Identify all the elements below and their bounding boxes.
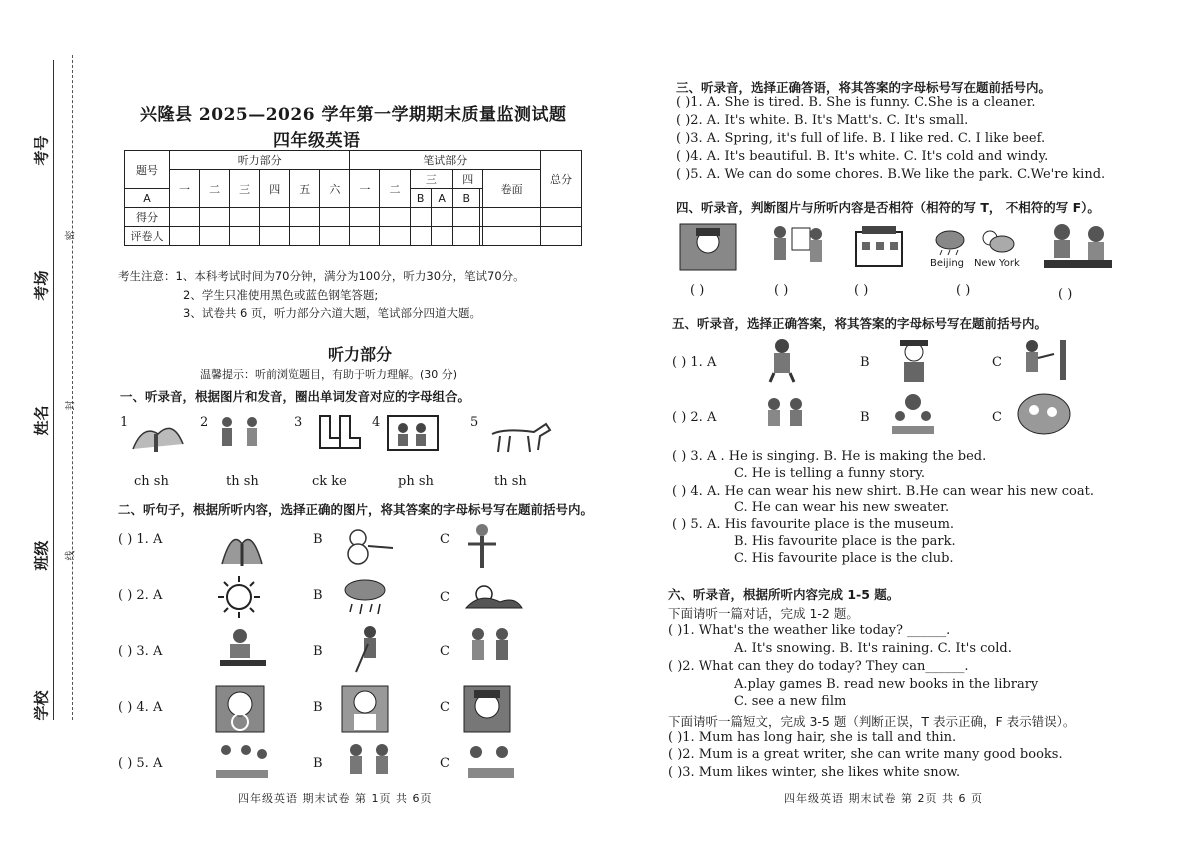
q5-item-4c: C. He can wear his new sweater. xyxy=(734,500,950,515)
exam-subtitle: 四年级英语 xyxy=(273,131,361,151)
q5-c: C xyxy=(992,410,1002,425)
q2-c: C xyxy=(440,532,450,547)
q4-pic-building-icon xyxy=(852,222,906,270)
name-label: 姓名 xyxy=(32,405,51,436)
q2-pic-two-boys-icon xyxy=(340,740,398,782)
q2-c: C xyxy=(440,700,450,715)
score-col: 四 xyxy=(260,170,290,208)
q1-pic-tree-icon xyxy=(128,414,188,454)
q1-pair: ck ke xyxy=(312,474,347,489)
q5-item-3a: ( ) 3. A . He is singing. B. He is making the bed. xyxy=(672,449,987,464)
q1-head: 一、听录音，根据图片和发音，圈出单词发音对应的字母组合。 xyxy=(120,389,471,404)
q2-b: B xyxy=(313,700,323,715)
q2-head: 二、听句子，根据所听内容，选择正确的图片，将其答案的字母标号写在题前括号内。 xyxy=(118,502,594,517)
seal-mi: 密 xyxy=(65,230,77,241)
q4-pic-painting-kids-icon xyxy=(764,222,828,272)
notes-2: 2、学生只准使用黑色或蓝色钢笔答题; xyxy=(183,288,379,302)
q1-num: 2 xyxy=(200,415,209,430)
q6-d1-options: A. It's snowing. B. It's raining. C. It's cold. xyxy=(734,641,1012,656)
score-sub: A xyxy=(125,189,170,208)
q6-p1: ( )1. Mum has long hair, she is tall and thin. xyxy=(668,730,957,745)
q2-pic-picnic-icon xyxy=(462,740,520,782)
q5-item-3c: C. He is telling a funny story. xyxy=(734,466,926,481)
q6-d1: ( )1. What's the weather like today? ______. xyxy=(668,623,951,638)
score-col: 五 xyxy=(290,170,320,208)
q5-pic-farmer-icon xyxy=(890,336,938,386)
q2-b: B xyxy=(313,644,323,659)
q1-num: 1 xyxy=(120,415,129,430)
q5-c: C xyxy=(992,355,1002,370)
q3-line: ( )1. A. She is tired. B. She is funny. C.She is a cleaner. xyxy=(676,95,1036,110)
school-label: 学校 xyxy=(32,690,51,721)
q2-item: ( ) 3. A xyxy=(118,644,163,659)
q5-pic-dancing-kids-icon xyxy=(760,394,810,440)
score-header-writing: 笔试部分 xyxy=(350,151,541,170)
q1-pair: th sh xyxy=(494,474,527,489)
q5-item-5c: C. His favourite place is the club. xyxy=(734,551,954,566)
q5-head: 五、听录音，选择正确答案，将其答案的字母标号写在题前括号内。 xyxy=(672,316,1048,331)
q2-pic-reading-boy-icon xyxy=(212,626,272,672)
q2-b: B xyxy=(313,756,323,771)
q5-item-4a: ( ) 4. A. He can wear his new shirt. B.He can wear his new coat. xyxy=(672,484,1094,499)
q5-item-5b: B. His favourite place is the park. xyxy=(734,534,956,549)
q6-d2: ( )2. What can they do today? They can______. xyxy=(668,659,969,674)
notes-1: 考生注意：1、本科考试时间为70分钟，满分为100分，听力30分，笔试70分。 xyxy=(118,269,525,283)
score-col: 三 xyxy=(410,170,453,189)
q5-item-5a: ( ) 5. A. His favourite place is the museum. xyxy=(672,517,955,532)
q2-c: C xyxy=(440,756,450,771)
q6-dialog-head: 下面请听一篇对话，完成 1-2 题。 xyxy=(668,606,859,621)
score-header-total: 总分 xyxy=(541,151,582,208)
q2-b: B xyxy=(313,588,323,603)
q1-pair: ph sh xyxy=(398,474,434,489)
score-table xyxy=(124,150,582,246)
q4-answer-blank[interactable]: ( ) xyxy=(1058,287,1073,302)
q1-num: 5 xyxy=(470,415,479,430)
q5-item-2: ( ) 2. A xyxy=(672,410,717,425)
q1-pic-socks-icon xyxy=(312,414,362,454)
exam-title: 兴隆县 2025—2026 学年第一学期期末质量监测试题 xyxy=(140,105,567,125)
exam-number-label: 考号 xyxy=(32,135,51,166)
q1-pic-people-icon xyxy=(212,414,267,456)
q2-c: C xyxy=(440,644,450,659)
q3-line: ( )2. A. It's white. B. It's Matt's. C. It's small. xyxy=(676,113,969,128)
q6-p2: ( )2. Mum is a great writer, she can write many good books. xyxy=(668,747,1063,762)
q2-pic-cleaner-icon xyxy=(340,684,390,734)
q2-pic-police-icon xyxy=(462,684,512,734)
q3-line: ( )5. A. We can do some chores. B.We like the park. C.We're kind. xyxy=(676,167,1106,182)
score-col: 三 xyxy=(230,170,260,208)
q3-head: 三、听录音，选择正确答语，将其答案的字母标号写在题前括号内。 xyxy=(676,80,1052,95)
score-sub: A xyxy=(431,189,452,208)
q5-b: B xyxy=(860,410,870,425)
q1-pic-photo-icon xyxy=(386,414,441,454)
seal-xian: 线 xyxy=(65,550,77,561)
q2-item: ( ) 2. A xyxy=(118,588,163,603)
q6-head: 六、听录音，根据所听内容完成 1-5 题。 xyxy=(668,587,900,602)
score-col: 二 xyxy=(200,170,230,208)
q6-p3: ( )3. Mum likes winter, she likes white snow. xyxy=(668,765,961,780)
q4-pic-weather-newyork-icon xyxy=(976,226,1016,256)
q1-num: 3 xyxy=(294,415,303,430)
binding-line-2 xyxy=(53,60,54,720)
score-sub: B xyxy=(410,189,431,208)
score-row-defen: 得分 xyxy=(125,208,170,227)
q5-item-1: ( ) 1. A xyxy=(672,355,717,370)
q2-pic-snowman-icon xyxy=(338,526,398,566)
q1-num: 4 xyxy=(372,415,381,430)
score-header-tihao: 题号 xyxy=(125,151,170,189)
q4-answer-blank[interactable]: ( ) xyxy=(854,283,869,298)
binding-line xyxy=(72,55,73,720)
q2-pic-sun-icon xyxy=(214,574,264,620)
q2-pic-children-play-icon xyxy=(212,740,272,782)
score-col: 四 xyxy=(453,170,483,189)
q4-answer-blank[interactable]: ( ) xyxy=(690,283,705,298)
q2-pic-rain-cloud-icon xyxy=(340,576,390,620)
q2-pic-scarecrow-icon xyxy=(462,522,502,572)
q5-pic-park-kids-icon xyxy=(888,392,938,440)
q6-d2-options: A.play games B. read new books in the library xyxy=(734,677,1039,692)
listening-title: 听力部分 xyxy=(328,345,393,364)
q3-line: ( )3. A. Spring, it's full of life. B. I like red. C. I like beef. xyxy=(676,131,1046,146)
q2-item: ( ) 5. A xyxy=(118,756,163,771)
q1-pic-horse-icon xyxy=(484,418,554,456)
class-label: 班级 xyxy=(32,540,51,571)
q2-pic-cloud-sun-icon xyxy=(460,578,526,618)
score-col: 一 xyxy=(170,170,200,208)
q5-pic-party-icon xyxy=(1014,390,1074,440)
score-col: 二 xyxy=(380,170,410,208)
score-col-juanmian: 卷面 xyxy=(483,170,541,208)
page-2-footer: 四年级英语 期末试卷 第 2页 共 6 页 xyxy=(784,792,983,805)
q2-pic-sweeping-icon xyxy=(346,624,386,674)
q2-item: ( ) 4. A xyxy=(118,700,163,715)
exam-room-label: 考场 xyxy=(32,270,51,301)
q5-b: B xyxy=(860,355,870,370)
q4-pic-study-icon xyxy=(1040,220,1116,274)
score-col: 六 xyxy=(320,170,350,208)
q1-pair: th sh xyxy=(226,474,259,489)
q3-line: ( )4. A. It's beautiful. B. It's white. C. It's cold and windy. xyxy=(676,149,1049,164)
q2-pic-driver-icon xyxy=(214,684,266,734)
notes-3: 3、试卷共 6 页，听力部分六道大题，笔试部分四道大题。 xyxy=(183,306,481,320)
q6-d2-option-c: C. see a new film xyxy=(734,694,847,709)
seal-feng: 封 xyxy=(65,400,77,411)
q6-passage-head: 下面请听一篇短文，完成 3-5 题（判断正误，T 表示正确，F 表示错误）。 xyxy=(668,714,1076,729)
q4-head: 四、听录音，判断图片与所听内容是否相符（相符的写 T， 不相符的写 F）。 xyxy=(676,200,1100,215)
q1-pair: ch sh xyxy=(134,474,169,489)
q2-c: C xyxy=(440,590,450,605)
q2-b: B xyxy=(313,532,323,547)
q4-answer-blank[interactable]: ( ) xyxy=(956,283,971,298)
q2-pic-kids-icon xyxy=(462,624,518,670)
score-row-pingjuan: 评卷人 xyxy=(125,227,170,246)
q4-answer-blank[interactable]: ( ) xyxy=(774,283,789,298)
q5-pic-firefighter-icon xyxy=(760,336,804,384)
page-1-footer: 四年级英语 期末试卷 第 1页 共 6页 xyxy=(238,792,433,805)
score-sub: B xyxy=(453,189,480,208)
q4-pic-weather-beijing-icon xyxy=(932,226,968,256)
q4-pic-postman-icon xyxy=(678,222,738,272)
q2-pic-wind-tree-icon xyxy=(212,524,272,568)
q4-label-beijing: Beijing xyxy=(930,258,965,269)
q4-label-newyork: New York xyxy=(974,258,1020,269)
score-col: 一 xyxy=(350,170,380,208)
listening-tip: 温馨提示：听前浏览题目，有助于听力理解。(30 分) xyxy=(200,368,458,381)
score-header-listening: 听力部分 xyxy=(170,151,350,170)
q5-pic-traffic-police-icon xyxy=(1014,336,1074,384)
q2-item: ( ) 1. A xyxy=(118,532,163,547)
